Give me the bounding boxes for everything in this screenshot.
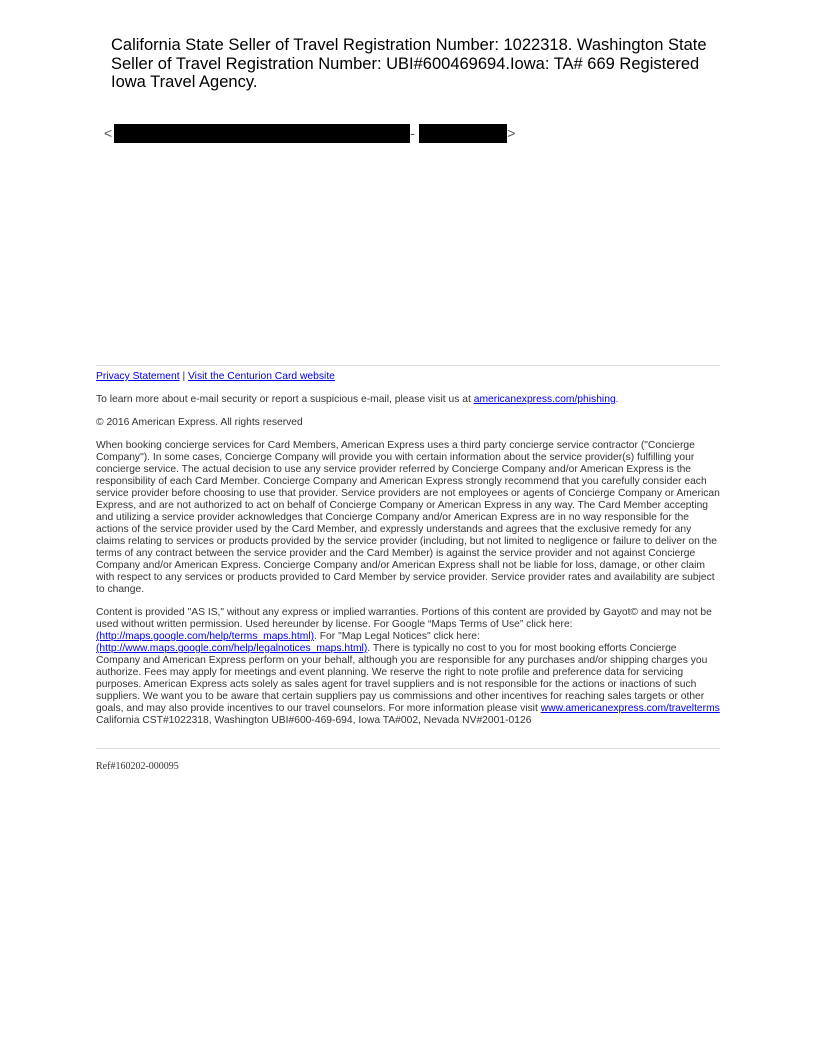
reference-number: Ref#160202-000095: [96, 761, 179, 772]
copyright: © 2016 American Express. All rights reserved: [96, 417, 303, 428]
redacted-separator: -: [410, 125, 415, 141]
travel-terms-link[interactable]: www.americanexpress.com/travelterms: [540, 703, 720, 714]
footer: [96, 371, 722, 738]
footer-links: [96, 371, 722, 383]
content-text-4: California CST#1022318, Washington UBI#600-469-694, Iowa TA#002, Nevada NV#2001-0126: [96, 715, 532, 726]
maps-legal-link[interactable]: (http://www.maps.google.com/help/legalnotices_maps.html): [96, 643, 368, 654]
redaction-bar: [419, 124, 507, 143]
security-text: To learn more about e-mail security or report a suspicious e-mail, please visit us at: [96, 394, 471, 405]
concierge-disclaimer: When booking concierge services for Card Members, American Express uses a third party concierge service contractor ("Concierge Company"). In some cases, Concierge Company will provide you with certain information about the service provider(s) fulfilling your concierge service. The actual decision to use any service provider referred by Concierge Company and/or American Express is the responsibility of each Card Member. Concierge Company and American Express strongly recommend that you carefully consider each service provider before choosing to use that provider. Service providers are not employees or agents of Concierge Company or American Express, and are not authorized to act on behalf of Concierge Company or American Express in any way. The Card Member accepting and utilizing a service provider acknowledges that Concierge Company and/or American Express are in no way responsible for the actions of the service provider used by the Card Member, and expressly understands and agrees that the exclusive remedy for any claims relating to services or products provided by the service provider (including, but not limited to negligence or failure to deliver on the terms of any contract between the service provider and the Card Member) is against the service provider and not against Concierge Company and/or American Express. Concierge Company and/or American Express shall not be liable for loss, damage, or other claim with respect to any services or products provided to Card Member by service provider. Service provider rates and availability are subject to change.: [96, 440, 720, 595]
open-bracket: <: [104, 125, 113, 141]
centurion-website-link[interactable]: Visit the Centurion Card website: [188, 371, 335, 382]
phishing-link[interactable]: americanexpress.com/phishing: [473, 394, 616, 405]
security-notice: [96, 394, 722, 406]
close-bracket: >: [507, 125, 516, 141]
redaction-bar: [114, 124, 410, 143]
content-text-1: Content is provided "AS IS," without any express or implied warranties. Portions of this content are provided by Gayot© and may not be used without written permission. Used hereunder by license. For Google “Maps Terms of Use” click here:: [96, 607, 712, 630]
content-disclaimer: [96, 607, 722, 727]
footer-divider-top: [96, 365, 720, 366]
maps-terms-link[interactable]: (http://maps.google.com/help/terms_maps.html): [96, 631, 315, 642]
content-text-2: . For "Map Legal Notices" click here:: [314, 631, 480, 642]
security-period: .: [615, 394, 619, 405]
privacy-statement-link[interactable]: Privacy Statement: [96, 371, 180, 382]
redacted-link: [104, 124, 515, 143]
content-text-3: . There is typically no cost to you for most booking efforts Concierge Company and American Express perform on your behalf, although you are responsible for any purchases and/or shipping charges you authorize. Fees may apply for meetings and event planning. We reserve the right to note profile and preference data for servicing purposes. American Express acts solely as sales agent for travel suppliers and is not responsible for the actions or inactions of such suppliers. We want you to be aware that certain suppliers pay us commissions and other incentives for reaching sales targets or other goals, and may also provide incentives to our travel counselors. For more information please visit: [96, 643, 708, 714]
seller-registration-text: California State Seller of Travel Registration Number: 1022318. Washington State Seller of Travel Registration Number: UBI#600469694.Iowa: TA# 669 Registered Iowa Travel Agency.: [111, 36, 707, 91]
footer-divider-bottom: [96, 748, 720, 749]
link-divider: |: [182, 371, 186, 382]
